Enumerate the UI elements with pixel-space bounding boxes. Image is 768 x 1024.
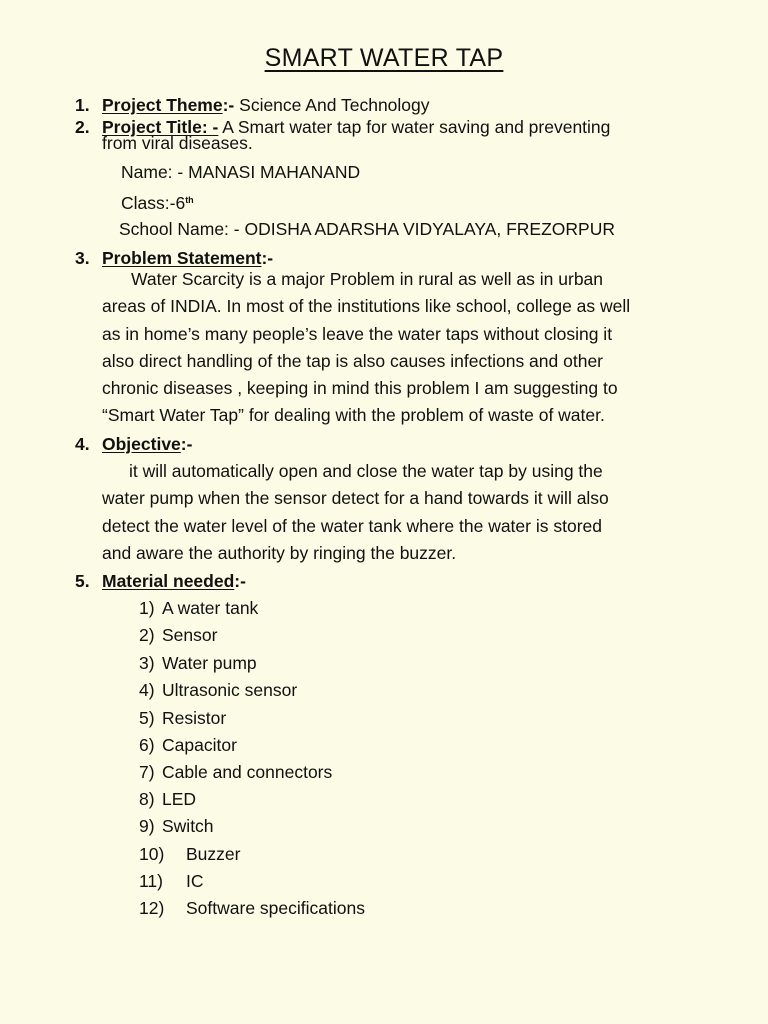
material-item: Switch [162, 816, 214, 836]
section-3-number: 3. [75, 248, 90, 268]
material-item: Water pump [162, 653, 257, 673]
material-item: Software specifications [186, 898, 365, 918]
problem-line: “Smart Water Tap” for dealing with the problem of waste of water. [102, 405, 605, 426]
problem-line: areas of INDIA. In most of the institutions like school, college as well [102, 296, 631, 317]
student-class-text: Class:-6 [121, 193, 186, 213]
section-5-line [102, 571, 246, 591]
objective-line: detect the water level of the water tank where the water is stored [102, 515, 602, 536]
objective-line: and aware the authority by ringing the buzzer. [102, 542, 457, 563]
material-number: 9) [139, 816, 155, 836]
material-item: Ultrasonic sensor [162, 680, 298, 700]
section-5-sep: :- [234, 571, 246, 591]
section-1-sep: :- [222, 95, 235, 115]
section-1-heading: Project Theme [102, 95, 223, 115]
material-item: Buzzer [186, 844, 241, 864]
material-item: IC [186, 871, 204, 891]
section-4-sep: :- [180, 434, 193, 454]
material-number: 10) [139, 844, 165, 864]
section-3-heading: Problem Statement [102, 248, 262, 268]
section-5-heading: Material needed [102, 571, 235, 591]
problem-line: Water Scarcity is a major Problem in rural as well as in urban [131, 269, 604, 289]
material-item: Cable and connectors [162, 762, 333, 782]
material-number: 12) [139, 898, 165, 918]
section-1-text: Science And Technology [239, 95, 430, 115]
material-number: 11) [139, 871, 163, 891]
section-1-line [102, 95, 430, 115]
material-number: 2) [139, 625, 155, 645]
document-title: SMART WATER TAP [264, 44, 504, 72]
problem-line: also direct handling of the tap is also causes infections and other [102, 350, 604, 371]
section-1-number: 1. [75, 95, 90, 115]
material-item: LED [162, 789, 197, 809]
objective-line: it will automatically open and close the water tap by using the [129, 461, 603, 481]
material-number: 3) [139, 653, 155, 673]
section-5-number: 5. [75, 571, 90, 591]
problem-line: as in home’s many people’s leave the water taps without closing it [102, 323, 613, 344]
section-2-number: 2. [75, 117, 90, 137]
problem-paragraph [102, 266, 692, 430]
material-number: 7) [139, 762, 155, 782]
student-name: Name: - MANASI MAHANAND [121, 162, 361, 182]
material-number: 4) [139, 680, 155, 700]
section-4-heading: Objective [102, 434, 181, 454]
material-item: Resistor [162, 708, 227, 728]
material-item: Capacitor [162, 735, 237, 755]
student-class [121, 190, 194, 213]
material-number: 8) [139, 789, 155, 809]
section-4-line [102, 434, 192, 454]
material-number: 5) [139, 708, 155, 728]
section-4-number: 4. [75, 434, 90, 454]
student-class-sup: th [185, 195, 194, 205]
section-3-sep: :- [261, 248, 274, 268]
objective-line: water pump when the sensor detect for a hand towards it will also [102, 488, 609, 509]
material-number: 6) [139, 735, 155, 755]
objective-paragraph [102, 458, 692, 567]
material-number: 1) [139, 598, 155, 618]
section-2-text: A Smart water tap for water saving and preventing [222, 117, 611, 137]
material-item: A water tank [162, 598, 259, 618]
problem-line: chronic diseases , keeping in mind this problem I am suggesting to [102, 378, 618, 399]
section-2-text-cont: from viral diseases. [102, 133, 253, 153]
school-name: School Name: - ODISHA ADARSHA VIDYALAYA, FREZORPUR [119, 219, 615, 239]
section-3-line [102, 248, 273, 268]
section-2-heading: Project Title: - [102, 117, 219, 137]
material-item: Sensor [162, 625, 218, 645]
